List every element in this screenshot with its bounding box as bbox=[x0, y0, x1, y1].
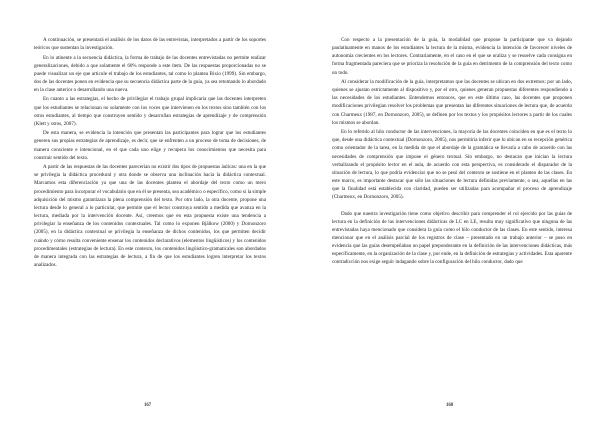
paragraph: Al considerar la modificación de la guía, interpretamos que las docentes se ubican en dos extremos: por un lado, quienes se ajustan estrictamente al dispositivo y, por el otro, quienes generan propuestas diferentes respondiendo a las necesidades de los estudiantes. Entendemos entonces, que en este último caso, las docentes que proponen modificaciones privilegian resolver los problemas que presentan las diferentes situaciones de lectura que, de acuerdo con Charmeux (1987, en Dornonzoro, 2005), se definen por los textos y los propósitos lectores a partir de los cuales los mismos se abordan. bbox=[332, 78, 572, 126]
paragraph: A continuación, se presentará el análisis de los datos de las entrevistas, interpretados a partir de los soportes teóricos que sustentan la investigación. bbox=[34, 37, 266, 52]
paragraph: En cuanto a las estrategias, el hecho de privilegiar el trabajo grupal implicaría que las docentes interpreten que los estudiantes se relacionan no solamente con los voces que intervienen en los textos sino también con los otros estudiantes, al tiempo que construyen sentido y desarrollan estrategias de aprendizaje y de comprensión (Klett y otros, 2007). bbox=[34, 96, 266, 127]
paragraph: En lo referido al hilo conductor de las intervenciones, la mayoría de las docentes coinciden en que es el texto lo que, desde una didáctica contextual (Dornonzoro, 2005), nos permitiría inferir que lo ubican en su recepción genérica como orientador de la tarea, en la medida de que el abordaje de la gramática se llevaría a cabo de acuerdo con las necesidades de comprensión que impone el género textual. Sin embargo, no destacan que inician la lectura verbalizando el propósito lector en el aula, de acuerdo con esta perspectiva, es considerado el disparador de la situación de lectura, lo que podría evidenciar que no se pesó del contexto se sostiene en el planteo de las clases. En este marco, es importante destacar que sólo las situaciones de lectura definidas previamente, o sea, aquellas en las que la finalidad está establecida con claridad, pueden ser utilizadas para acompañar el proceso de aprendizaje (Charmeux, en Dornonzoro, 2005). bbox=[332, 129, 572, 201]
page-number: 168 bbox=[446, 403, 454, 408]
paragraph: Dado que nuestra investigación tiene como objetivo describir para comprender el rol ejercido por las guías de lectura en la definición de las intervenciones didácticas de LC en LE, resulta muy significativo que ninguna de las entrevistadas haya mencionado que considera la guía como el hilo conductor de las clases. En este sentido, interesa mencionar que en el análisis parcial de los registros de clase – presentado en un trabajo anterior – se puso en evidencia que las guías desempeñaban un papel preponderante en la definición de las intervenciones didácticas, más específicamente, en la organización de la clase y, por ende, en la definición de estrategias y actividades. Esta aparente contradicción nos exige seguir indagando sobre la configuración del hilo conductor, dado que bbox=[332, 210, 572, 266]
paragraph: Con respecto a la presentación de la guía, la modalidad que propone la participante que va dejando paulatinamente en manos de los estudiantes la lectura de la misma, evidencia la intención de favorecer niveles de autonomía crecientes en los lectores. Contrariamente, en el caso en el que se oraliza y se resuelve cada consigna en forma fragmentada pareciera que se prioriza la resolución de la guía en detrimento de la comprensión del texto como un todo. bbox=[332, 37, 572, 76]
right-page bbox=[300, 0, 600, 424]
left-text-column bbox=[34, 36, 266, 270]
paragraph: De esta manera, se evidencia la intención que presentan las participantes para lograr que los estudiantes generen sus propias estrategias de aprendizaje, es decir, que se enfrenten a un proceso de toma de decisiones, de manera consciente e intencional, en el que cada uno elige y recupera los conocimientos que necesita para construir sentido del texto. bbox=[34, 130, 266, 161]
page-number: 167 bbox=[144, 403, 152, 408]
right-text-column bbox=[332, 36, 572, 268]
paragraph: En lo atinente a la secuencia didáctica, la forma de trabajo de las docentes entrevistadas no permite realizar generalizaciones, debido a que solamente el 60% responde a este ítem. De las respuestas proporcionadas no se puede visualizar un eje que articule el trabajo de los estudiantes, tal como lo plantea Bixio (1999). Sin embargo, dos de las docentes ponen en evidencia que su secuencia didáctica parte de la guía, ya sea retomando lo abordado en la clase anterior o desarrollando una nueva. bbox=[34, 54, 266, 94]
paragraph: A partir de las respuestas de las docentes parecerían no existir dos tipos de propuestas áulicas: una en la que se privilegia la didáctica procedural y otra donde se observa una inclinación hacia la didáctica contextual. Marcamos esta diferenciación ya que una de las docentes plantea el abordaje del texto como un mero procedimiento para incorporar el vocabulario que en él se presenta, sea académico o específico, como si la simple adquisición del mismo garantizara la plena comprensión del texto. Por otro lado, la otra docente, propone una lectura desde lo general a lo particular, que permite que el lector construya sentido a medida que avanza en la lectura, mediada por la intervención docente. Así, creemos que en esta propuesta existe una tendencia a privilegiar la enseñanza de los contenidos contextuales. Tal como lo exponen Bjälkow (2000) y Dornonzoro (2005), en la didáctica contextual se privilegia la enseñanza de dichos contenidos, los que permiten decidir cuándo y cómo resulta conveniente ensenar los contenidos declarativos (elementos lingüísticos) y los contenidos procedimentales (estrategias de lectura). En este contexto, los contenidos lingüístico-gramaticales son abordados de manera integrada con las estrategias de lectura, a fin de que los estudiantes logren interpretar los textos analizados. bbox=[34, 164, 266, 268]
